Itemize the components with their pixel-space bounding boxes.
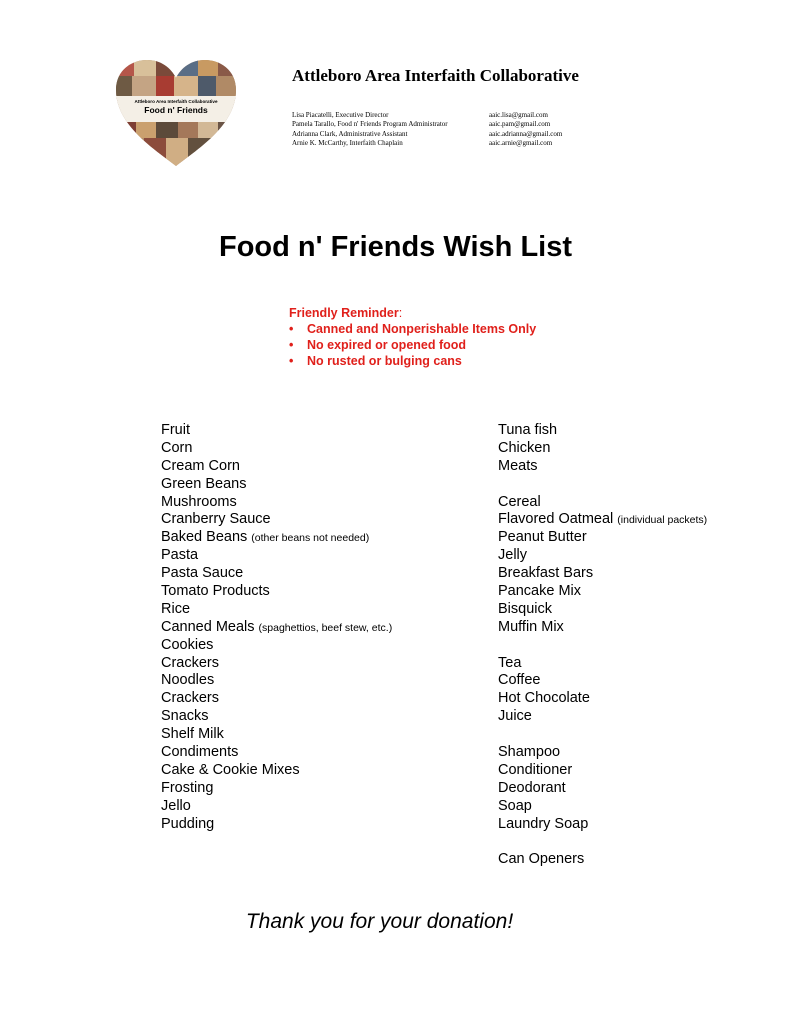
wish-list-item bbox=[498, 619, 707, 637]
item-label: Noodles bbox=[161, 672, 215, 689]
item-label: Cranberry Sauce bbox=[161, 511, 271, 528]
item-label: Pasta bbox=[161, 547, 199, 564]
item-label: Shampoo bbox=[498, 744, 561, 761]
reminder-item-text: No expired or opened food bbox=[307, 338, 467, 352]
item-label: Baked Beans bbox=[161, 529, 248, 546]
item-label: Cream Corn bbox=[161, 457, 240, 474]
item-label: Rice bbox=[161, 600, 191, 617]
item-note: (individual packets) bbox=[617, 514, 708, 527]
wish-list-item bbox=[498, 726, 707, 744]
item-label: Jello bbox=[161, 797, 191, 814]
wish-list-item bbox=[498, 422, 707, 440]
wish-list-item bbox=[498, 744, 707, 762]
wish-list-item bbox=[498, 833, 707, 851]
wish-list-item bbox=[498, 780, 707, 798]
wish-list-item bbox=[498, 655, 707, 673]
wish-list-item bbox=[498, 672, 707, 690]
item-label: Cookies bbox=[161, 636, 214, 653]
wish-list-item bbox=[498, 816, 707, 834]
staff-name: Lisa Piacatelli, Executive Director bbox=[292, 111, 389, 119]
wish-list-item bbox=[498, 637, 707, 655]
item-label: Pasta Sauce bbox=[161, 565, 244, 582]
item-label: Hot Chocolate bbox=[498, 690, 590, 707]
wish-list-item bbox=[498, 529, 707, 547]
friendly-reminder bbox=[289, 305, 536, 369]
wish-list-left-column bbox=[161, 422, 392, 833]
item-label: Coffee bbox=[498, 672, 541, 689]
wish-list-item bbox=[161, 637, 392, 655]
item-label: Canned Meals bbox=[161, 618, 255, 635]
wish-list-item bbox=[161, 422, 392, 440]
item-label: Can Openers bbox=[498, 851, 585, 868]
wish-list-right bbox=[498, 422, 707, 869]
wish-list-item bbox=[498, 798, 707, 816]
thank-you-message: Thank you for your donation! bbox=[245, 910, 514, 933]
wish-list-item bbox=[161, 655, 392, 673]
reminder-item-text: Canned and Nonperishable Items Only bbox=[307, 322, 537, 336]
item-label: Bisquick bbox=[498, 600, 552, 617]
item-label: Breakfast Bars bbox=[498, 565, 594, 582]
wish-list-item bbox=[498, 458, 707, 476]
wish-list-item bbox=[161, 458, 392, 476]
wish-list-item bbox=[498, 762, 707, 780]
logo-program-text: Food n' Friends bbox=[144, 105, 208, 115]
staff-email: aaic.adrianna@gmail.com bbox=[489, 129, 563, 138]
item-label: Tomato Products bbox=[161, 583, 270, 600]
wish-list-item bbox=[498, 565, 707, 583]
wish-list-item bbox=[498, 511, 707, 529]
item-label: Frosting bbox=[161, 779, 214, 796]
wish-list-item bbox=[161, 744, 392, 762]
wish-list-item bbox=[498, 583, 707, 601]
item-label: Green Beans bbox=[161, 475, 247, 492]
item-label: Chicken bbox=[498, 439, 551, 456]
item-label: Corn bbox=[161, 439, 193, 456]
item-note: (other beans not needed) bbox=[251, 532, 370, 545]
item-label: Cake & Cookie Mixes bbox=[161, 761, 300, 778]
staff-name: Arnie K. McCarthy, Interfaith Chaplain bbox=[292, 138, 403, 147]
item-label: Snacks bbox=[161, 708, 209, 725]
item-label: Crackers bbox=[161, 654, 220, 671]
wish-list-left bbox=[161, 422, 392, 833]
wish-list-item bbox=[498, 494, 707, 512]
staff-email: aaic.pam@gmail.com bbox=[489, 120, 551, 129]
wish-list-item bbox=[161, 440, 392, 458]
wish-list-item bbox=[161, 780, 392, 798]
wish-list-item bbox=[161, 816, 392, 834]
wish-list-item bbox=[498, 601, 707, 619]
item-label: Flavored Oatmeal bbox=[498, 511, 614, 528]
staff-directory bbox=[292, 111, 562, 148]
staff-email: aaic.arnie@gmail.com bbox=[489, 138, 553, 147]
wish-list-item bbox=[161, 726, 392, 744]
wish-list-item bbox=[161, 672, 392, 690]
staff-email: aaic.lisa@gmail.com bbox=[489, 111, 548, 119]
wish-list-item bbox=[161, 494, 392, 512]
staff-row bbox=[292, 139, 562, 148]
wish-list-item bbox=[161, 529, 392, 547]
bullet-icon: • bbox=[289, 338, 294, 352]
item-label: Soap bbox=[498, 797, 532, 814]
reminder-item bbox=[289, 337, 536, 353]
bullet-icon: • bbox=[289, 322, 294, 336]
reminder-item-text: No rusted or bulging cans bbox=[307, 354, 462, 368]
item-label: Tuna fish bbox=[498, 422, 558, 438]
wish-list-item bbox=[161, 762, 392, 780]
wish-list-right-column bbox=[498, 422, 707, 869]
item-label: Laundry Soap bbox=[498, 815, 589, 832]
wish-list-item bbox=[498, 476, 707, 494]
item-label: Conditioner bbox=[498, 761, 573, 778]
staff-name: Adrianna Clark, Administrative Assistant bbox=[292, 129, 408, 138]
staff-name: Pamela Tarallo, Food n' Friends Program Administrator bbox=[292, 120, 448, 129]
item-note: (spaghettios, beef stew, etc.) bbox=[258, 621, 393, 634]
item-label: Crackers bbox=[161, 690, 220, 707]
item-label: Fruit bbox=[161, 422, 190, 438]
staff-row bbox=[292, 120, 562, 129]
reminder-list bbox=[289, 321, 536, 369]
wish-list-item bbox=[498, 440, 707, 458]
bullet-icon: • bbox=[289, 354, 294, 368]
wish-list-item bbox=[161, 583, 392, 601]
wish-list-item bbox=[498, 851, 707, 869]
staff-row bbox=[292, 130, 562, 139]
wish-list-item bbox=[161, 601, 392, 619]
wish-list-item bbox=[161, 476, 392, 494]
item-label: Deodorant bbox=[498, 779, 566, 796]
wish-list-item bbox=[161, 708, 392, 726]
reminder-item bbox=[289, 321, 536, 337]
staff-row bbox=[292, 111, 562, 120]
item-label: Juice bbox=[498, 708, 532, 725]
wish-list-item bbox=[498, 708, 707, 726]
wish-list-item bbox=[161, 547, 392, 565]
reminder-heading bbox=[289, 305, 536, 321]
item-label: Tea bbox=[498, 654, 522, 671]
reminder-heading-colon: : bbox=[398, 306, 403, 320]
wish-list-item bbox=[161, 798, 392, 816]
wish-list-item bbox=[161, 690, 392, 708]
logo-org-text: Attleboro Area Interfaith Collaborative bbox=[134, 99, 218, 104]
item-label: Peanut Butter bbox=[498, 529, 587, 546]
item-label: Jelly bbox=[498, 547, 528, 564]
wish-list-item bbox=[161, 619, 392, 637]
item-label: Muffin Mix bbox=[498, 618, 564, 635]
item-label: Meats bbox=[498, 457, 538, 474]
wish-list-item bbox=[161, 511, 392, 529]
page-title: Food n' Friends Wish List bbox=[218, 231, 572, 263]
item-label: Pudding bbox=[161, 815, 215, 832]
wish-list-item bbox=[498, 690, 707, 708]
item-label: Shelf Milk bbox=[161, 726, 224, 743]
item-label: Condiments bbox=[161, 744, 239, 761]
wish-list-item bbox=[498, 547, 707, 565]
item-label: Mushrooms bbox=[161, 493, 237, 510]
reminder-heading-text: Friendly Reminder bbox=[289, 306, 399, 320]
item-label: Pancake Mix bbox=[498, 583, 582, 600]
org-name: Attleboro Area Interfaith Collaborative bbox=[292, 66, 579, 85]
heart-logo bbox=[114, 58, 238, 168]
reminder-item bbox=[289, 353, 536, 369]
item-label: Cereal bbox=[498, 493, 541, 510]
wish-list-item bbox=[161, 565, 392, 583]
